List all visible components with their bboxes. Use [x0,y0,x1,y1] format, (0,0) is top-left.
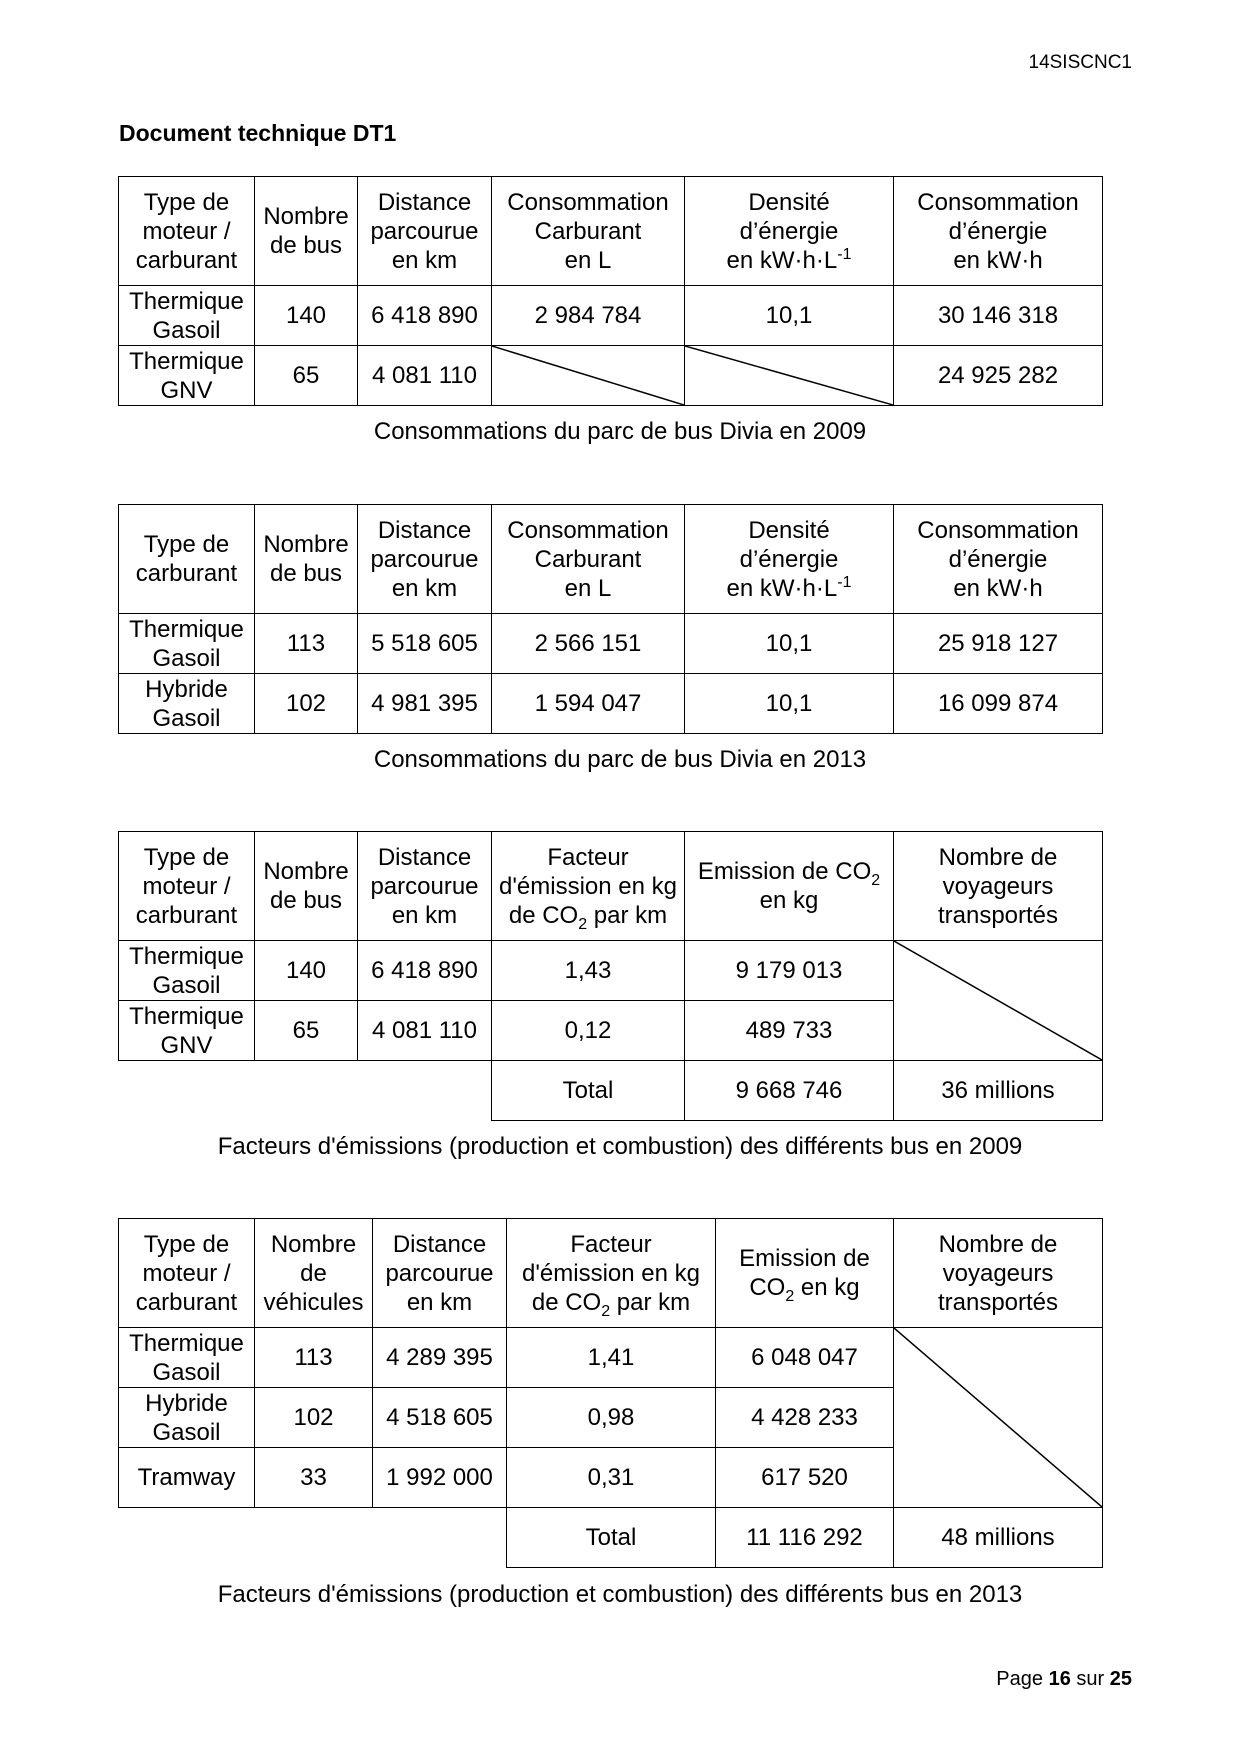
total-passengers: 36 millions [894,1061,1103,1121]
table-row [119,1328,1103,1388]
table-caption: Facteurs d'émissions (production et combustion) des différents bus en 2009 [217,1133,1023,1160]
total-co2-emission: 11 116 292 [716,1508,894,1568]
cell-type: Thermique GNV [119,1001,255,1061]
cell-distance: 4 981 395 [358,674,492,734]
header-energy-density: Densité d’énergie en $kW\cdot h\cdot L^{-1}$ [685,177,894,286]
cell-bus-count: 113 [255,614,358,674]
header-passengers: Nombre de voyageurs transportés [894,832,1103,941]
document-code: 14SISCNC1 [1028,52,1132,73]
cell-emission-factor: 1,43 [492,941,685,1001]
header-fuel-consumption: Consommation Carburant en L [492,505,685,614]
cell-vehicle-count: 33 [255,1448,373,1508]
cell-type: Hybride Gasoil [119,1388,255,1448]
header-vehicle-count: Nombre de véhicules [255,1219,373,1328]
cell-co2-emission: 4 428 233 [716,1388,894,1448]
cell-emission-factor: 0,98 [507,1388,716,1448]
cell-bus-count: 65 [255,346,358,406]
table-row [119,346,1103,406]
cell-energy-consumption: 25 918 127 [894,614,1103,674]
header-co2-emission: Emission de $CO_2$ en kg [685,832,894,941]
header-distance: Distance parcourue en km [358,177,492,286]
cell-type: Hybride Gasoil [119,674,255,734]
cell-energy-density: 10,1 [685,286,894,346]
crossed-out-cell [685,346,894,406]
crossed-out-cell [492,346,685,406]
header-fuel-consumption: Consommation Carburant en L [492,177,685,286]
crossed-out-cell [894,1328,1103,1508]
header-type: Type de carburant [119,505,255,614]
blank-cell [119,1061,492,1121]
cell-bus-count: 65 [255,1001,358,1061]
table-row [119,941,1103,1001]
total-row [119,1061,1103,1121]
total-label: Total [492,1061,685,1121]
cell-energy-consumption: 16 099 874 [894,674,1103,734]
cell-energy-consumption: 24 925 282 [894,346,1103,406]
emissions-2009-table [118,831,1103,1121]
cell-co2-emission: 489 733 [685,1001,894,1061]
cell-bus-count: 140 [255,286,358,346]
cell-distance: 6 418 890 [358,286,492,346]
table-caption: Facteurs d'émissions (production et combustion) des différents bus en 2013 [217,1581,1023,1608]
cell-type: Thermique GNV [119,346,255,406]
blank-cell [119,1508,507,1568]
cell-distance: 6 418 890 [358,941,492,1001]
total-co2-emission: 9 668 746 [685,1061,894,1121]
emissions-2013-table [118,1218,1103,1568]
consumption-2013-table [118,504,1103,734]
cell-fuel-consumption: 1 594 047 [492,674,685,734]
total-label: Total [507,1508,716,1568]
header-bus-count: Nombre de bus [255,177,358,286]
cell-type: Thermique Gasoil [119,614,255,674]
cell-distance: 4 289 395 [373,1328,507,1388]
cell-co2-emission: 617 520 [716,1448,894,1508]
cell-emission-factor: 0,31 [507,1448,716,1508]
total-row [119,1508,1103,1568]
cell-distance: 4 081 110 [358,1001,492,1061]
header-distance: Distance parcourue en km [358,832,492,941]
total-passengers: 48 millions [894,1508,1103,1568]
header-distance: Distance parcourue en km [358,505,492,614]
cell-type: Thermique Gasoil [119,286,255,346]
cell-emission-factor: 1,41 [507,1328,716,1388]
header-type: Type de moteur / carburant [119,1219,255,1328]
cell-fuel-consumption: 2 566 151 [492,614,685,674]
table-header-row [119,177,1103,286]
header-co2-emission: Emission de $CO_2$ en kg [716,1219,894,1328]
table-row [119,674,1103,734]
document-title: Document technique DT1 [119,120,397,146]
page-number: Page 16 sur 25 [996,1668,1132,1690]
cell-distance: 4 518 605 [373,1388,507,1448]
table-header-row [119,832,1103,941]
header-distance: Distance parcourue en km [373,1219,507,1328]
cell-vehicle-count: 102 [255,1388,373,1448]
cell-vehicle-count: 113 [255,1328,373,1388]
header-emission-factor: Facteur d'émission en kg de $CO_2$ par km [492,832,685,941]
cell-emission-factor: 0,12 [492,1001,685,1061]
cell-energy-density: 10,1 [685,614,894,674]
cell-type: Thermique Gasoil [119,941,255,1001]
header-passengers: Nombre de voyageurs transportés [894,1219,1103,1328]
table-header-row [119,1219,1103,1328]
cell-bus-count: 102 [255,674,358,734]
consumption-2009-table [118,176,1103,406]
header-emission-factor: Facteur d'émission en kg de $CO_2$ par km [507,1219,716,1328]
header-type: Type de moteur / carburant [119,177,255,286]
header-energy-consumption: Consommation d’énergie en kW·h [894,505,1103,614]
table-row [119,286,1103,346]
table-row [119,614,1103,674]
cell-energy-density: 10,1 [685,674,894,734]
cell-co2-emission: 9 179 013 [685,941,894,1001]
cell-type: Thermique Gasoil [119,1328,255,1388]
crossed-out-cell [894,941,1103,1061]
header-energy-density: Densité d’énergie en $kW\cdot h\cdot L^{-1}$ [685,505,894,614]
header-type: Type de moteur / carburant [119,832,255,941]
cell-bus-count: 140 [255,941,358,1001]
table-header-row [119,505,1103,614]
header-energy-consumption: Consommation d’énergie en kW·h [894,177,1103,286]
cell-fuel-consumption: 2 984 784 [492,286,685,346]
cell-distance: 4 081 110 [358,346,492,406]
table-caption: Consommations du parc de bus Divia en 2009 [373,418,867,445]
cell-co2-emission: 6 048 047 [716,1328,894,1388]
cell-distance: 1 992 000 [373,1448,507,1508]
cell-distance: 5 518 605 [358,614,492,674]
table-caption: Consommations du parc de bus Divia en 2013 [373,746,867,773]
cell-energy-consumption: 30 146 318 [894,286,1103,346]
cell-type: Tramway [119,1448,255,1508]
header-bus-count: Nombre de bus [255,832,358,941]
header-bus-count: Nombre de bus [255,505,358,614]
